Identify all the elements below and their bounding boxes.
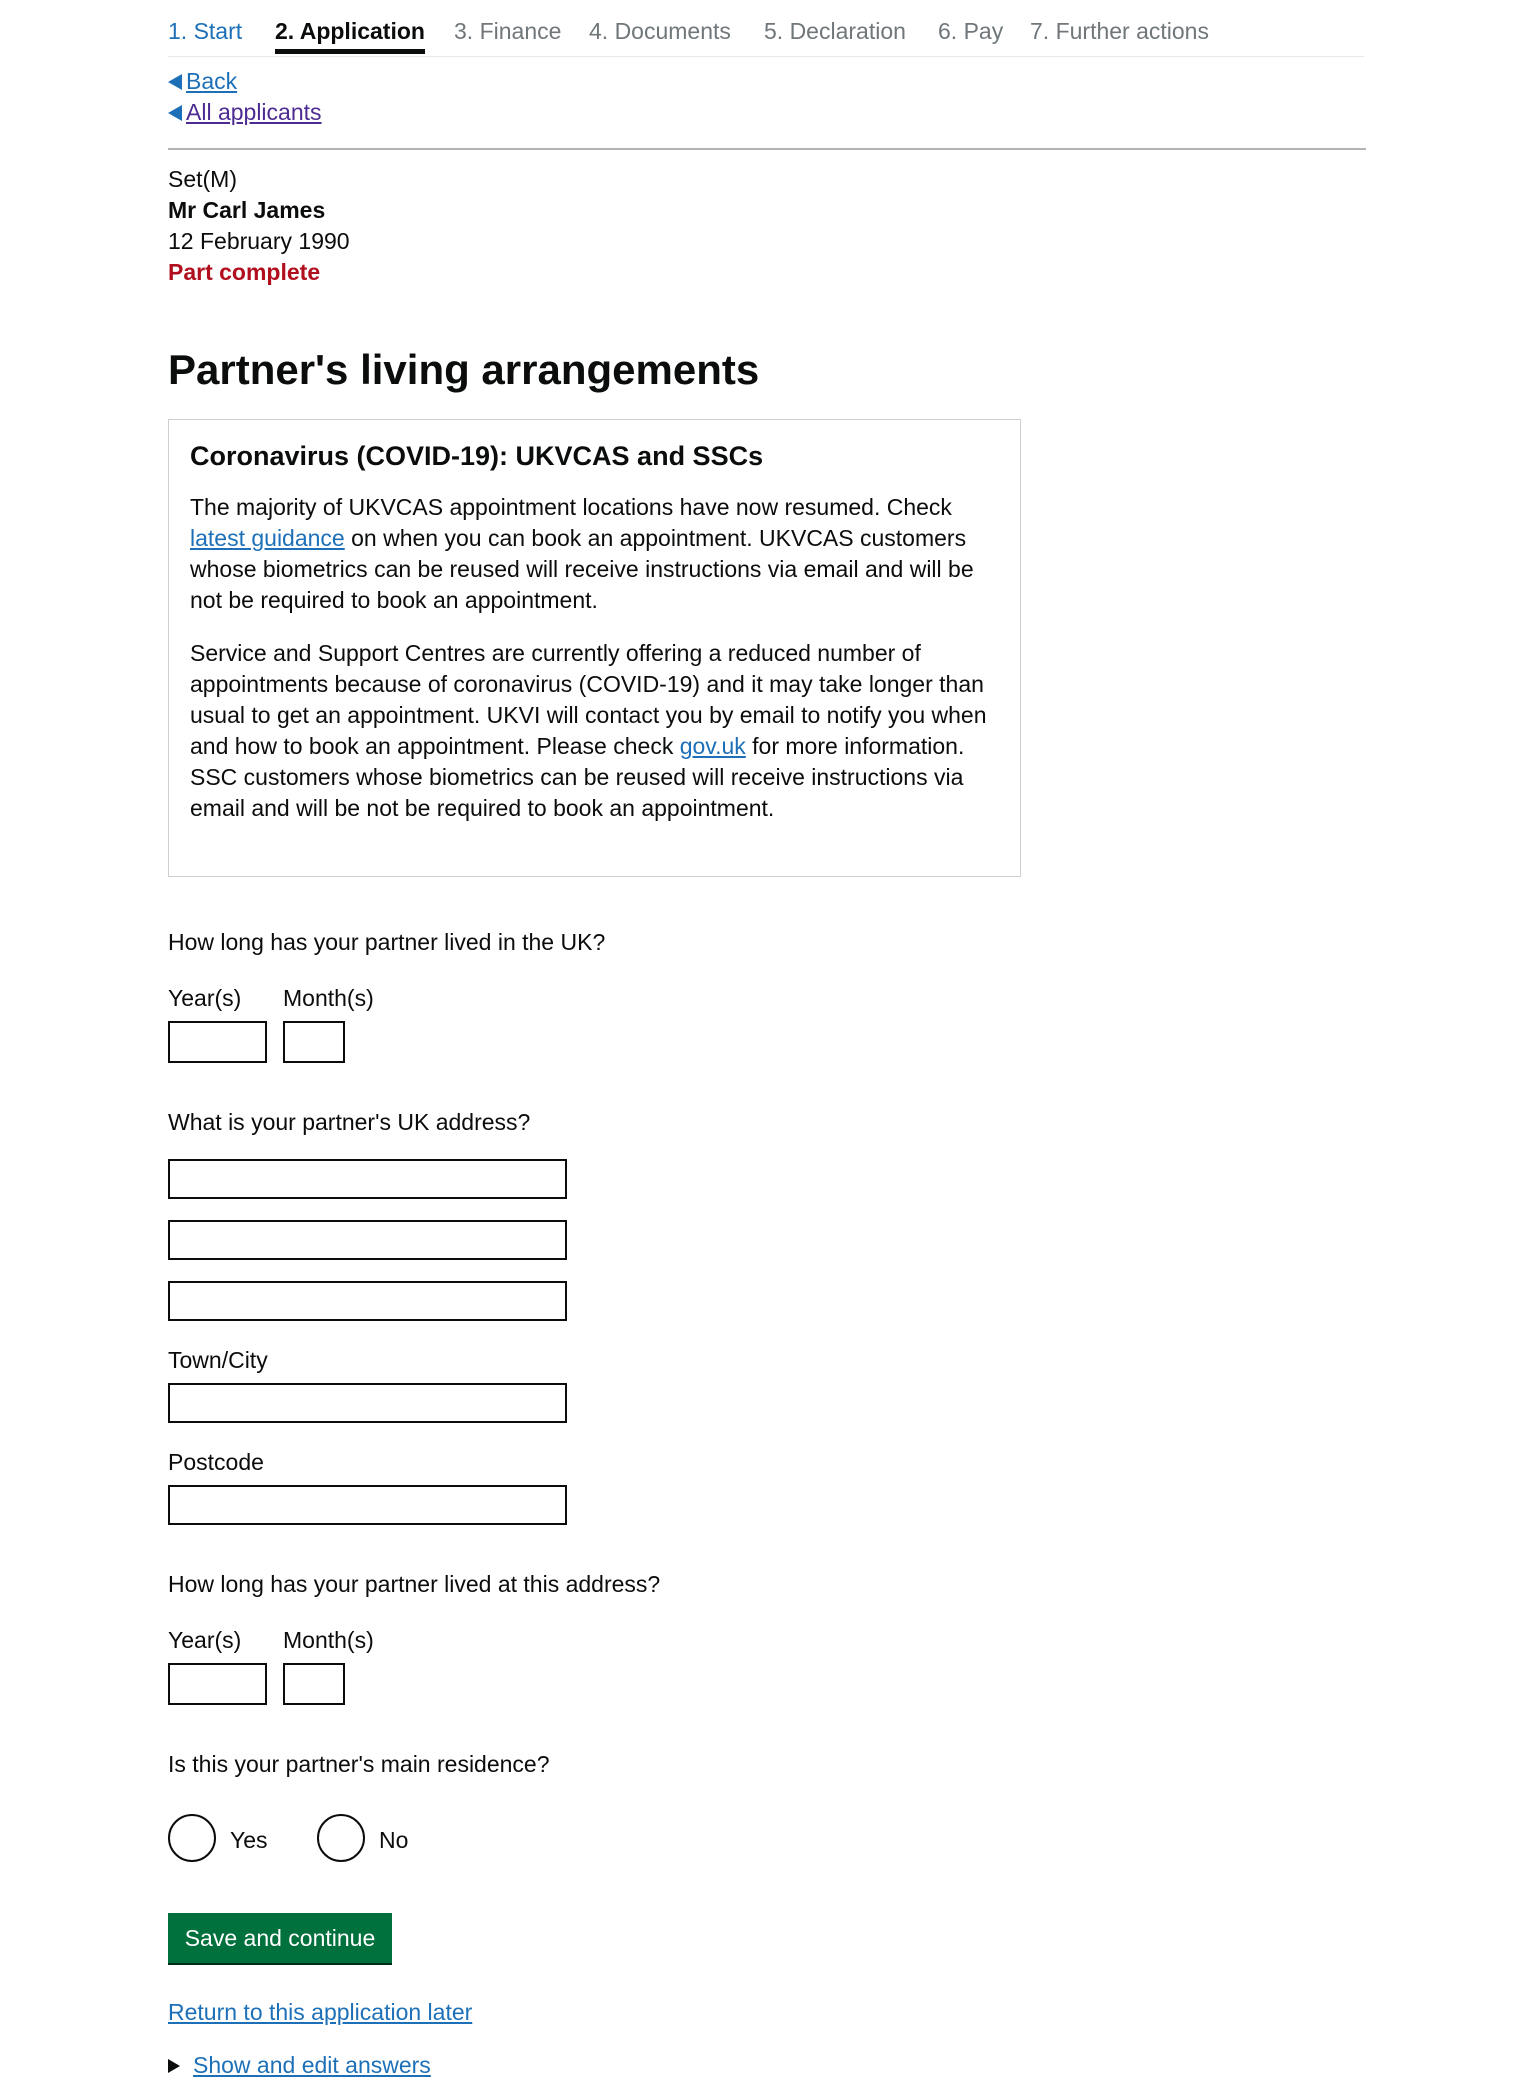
step-application: 2. Application — [275, 18, 425, 44]
back-link[interactable] — [168, 66, 322, 97]
back-arrow-icon — [168, 105, 182, 121]
step-navigation — [168, 0, 1364, 57]
step-finance: 3. Finance — [454, 18, 562, 44]
step-declaration: 5. Declaration — [764, 18, 906, 44]
town-input[interactable] — [168, 1383, 567, 1423]
address-line-2-input[interactable] — [168, 1220, 567, 1260]
back-arrow-icon — [168, 74, 182, 90]
caret-right-icon — [168, 2059, 180, 2073]
radio-no[interactable] — [317, 1814, 365, 1862]
uk-months-label: Month(s) — [283, 985, 374, 1011]
page-title: Partner's living arrangements — [168, 346, 760, 393]
question-main-residence: Is this your partner's main residence? — [168, 1751, 550, 1777]
notice-p2-text: Service and Support Centres are currently offering a reduced number of appointments because of coronavirus (COVID-19) and it may take longer than usual to get an appointment. UKVI will contact you by email to notify you when and how to book an appointment. Please check — [190, 640, 987, 759]
notice-paragraph-2 — [190, 638, 999, 824]
uk-months-input[interactable] — [283, 1021, 345, 1063]
notice-p2-text-end: for more information. SSC customers whose biometrics can be reused will receive instructions via email and will be not be required to book an appointment. — [190, 733, 965, 821]
applicant-status: Part complete — [168, 259, 321, 285]
show-answers-text[interactable]: Show and edit answers — [193, 2052, 431, 2078]
back-link-text[interactable]: Back — [186, 68, 238, 94]
address-line-3-input[interactable] — [168, 1281, 567, 1321]
return-later-link[interactable]: Return to this application later — [168, 1999, 473, 2025]
address-months-input[interactable] — [283, 1663, 345, 1705]
town-label: Town/City — [168, 1347, 268, 1373]
step-further-actions: 7. Further actions — [1030, 18, 1209, 44]
notice-paragraph-1 — [190, 492, 999, 616]
applicant-dob: 12 February 1990 — [168, 228, 350, 254]
all-applicants-link[interactable] — [168, 97, 322, 128]
step-start[interactable]: 1. Start — [168, 18, 243, 44]
page-wrapper — [168, 0, 1364, 2078]
address-line-1-input[interactable] — [168, 1159, 567, 1199]
address-years-label: Year(s) — [168, 1627, 242, 1653]
govuk-link[interactable]: gov.uk — [679, 733, 746, 759]
notice-p1-text: The majority of UKVCAS appointment locations have now resumed. Check — [190, 494, 952, 520]
covid-notice — [168, 419, 1021, 877]
applicant-name: Mr Carl James — [168, 197, 326, 223]
radio-no-label[interactable]: No — [379, 1827, 409, 1853]
applicant-summary — [168, 164, 350, 288]
question-address-duration: How long has your partner lived at this address? — [168, 1571, 661, 1597]
notice-title: Coronavirus (COVID-19): UKVCAS and SSCs — [190, 441, 764, 471]
question-uk-duration: How long has your partner lived in the UK? — [168, 929, 606, 955]
back-links — [168, 66, 322, 128]
uk-years-input[interactable] — [168, 1021, 267, 1063]
save-and-continue-button[interactable]: Save and continue — [168, 1913, 392, 1963]
step-pay: 6. Pay — [938, 18, 1004, 44]
radio-yes-label[interactable]: Yes — [230, 1827, 268, 1853]
divider — [168, 148, 1366, 150]
uk-years-label: Year(s) — [168, 985, 242, 1011]
address-years-input[interactable] — [168, 1663, 267, 1705]
applicant-set: Set(M) — [168, 166, 237, 192]
notice-p1-text-end: on when you can book an appointment. UKVCAS customers whose biometrics can be reused will receive instructions via email and will be not be required to book an appointment. — [190, 525, 974, 613]
postcode-input[interactable] — [168, 1485, 567, 1525]
address-months-label: Month(s) — [283, 1627, 374, 1653]
radio-yes[interactable] — [168, 1814, 216, 1862]
latest-guidance-link[interactable]: latest guidance — [190, 525, 345, 551]
question-address: What is your partner's UK address? — [168, 1109, 531, 1135]
all-applicants-link-text[interactable]: All applicants — [186, 99, 322, 125]
show-answers-toggle[interactable] — [168, 2052, 431, 2079]
postcode-label: Postcode — [168, 1449, 264, 1475]
step-documents: 4. Documents — [589, 18, 731, 44]
